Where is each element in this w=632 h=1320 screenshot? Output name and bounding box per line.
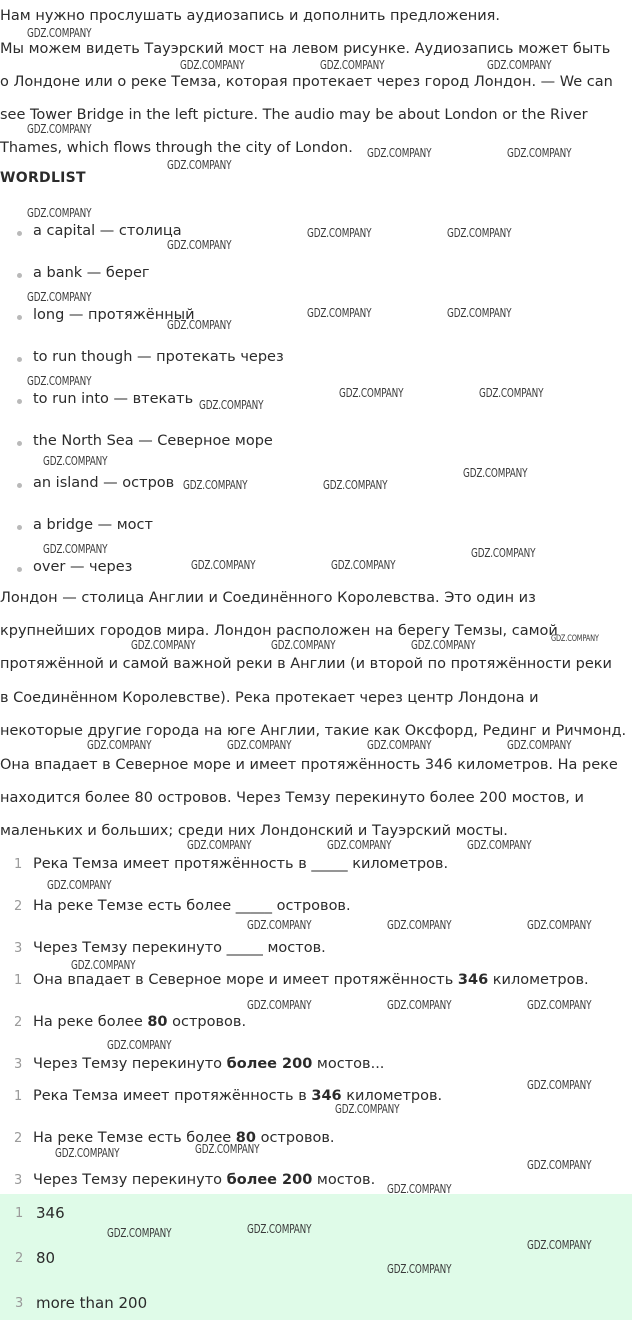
watermark: GDZ.COMPANY <box>247 998 312 1012</box>
watermark: GDZ.COMPANY <box>463 466 528 480</box>
watermark: GDZ.COMPANY <box>527 918 592 932</box>
wordlist-heading: WORDLIST <box>0 170 86 186</box>
watermark: GDZ.COMPANY <box>411 638 476 652</box>
bullet-icon <box>17 357 22 362</box>
watermark: GDZ.COMPANY <box>367 146 432 160</box>
watermark: GDZ.COMPANY <box>271 638 336 652</box>
watermark: GDZ.COMPANY <box>323 478 388 492</box>
watermark: GDZ.COMPANY <box>27 122 92 136</box>
watermark: GDZ.COMPANY <box>527 998 592 1012</box>
watermark: GDZ.COMPANY <box>27 374 92 388</box>
watermark: GDZ.COMPANY <box>447 226 512 240</box>
watermark: GDZ.COMPANY <box>387 918 452 932</box>
watermark: GDZ.COMPANY <box>467 838 532 852</box>
watermark: GDZ.COMPANY <box>195 1142 260 1156</box>
watermark: GDZ.COMPANY <box>180 58 245 72</box>
watermark: GDZ.COMPANY <box>551 634 599 644</box>
watermark: GDZ.COMPANY <box>320 58 385 72</box>
intro-line-1: Нам нужно прослушать аудиозапись и дополнить предложения. <box>0 8 501 24</box>
bullet-icon <box>17 441 22 446</box>
watermark: GDZ.COMPANY <box>527 1078 592 1092</box>
text-line-3: протяжённой и самой важной реки в Англии (и второй по протяжённости реки <box>0 656 612 672</box>
watermark: GDZ.COMPANY <box>387 1262 452 1276</box>
text-line-2: крупнейших городов мира. Лондон расположен на берегу Темзы, самой <box>0 623 558 639</box>
watermark: GDZ.COMPANY <box>247 918 312 932</box>
bullet-icon <box>17 567 22 572</box>
watermark: GDZ.COMPANY <box>335 1102 400 1116</box>
watermark: GDZ.COMPANY <box>187 838 252 852</box>
watermark: GDZ.COMPANY <box>507 738 572 752</box>
watermark: GDZ.COMPANY <box>167 158 232 172</box>
watermark: GDZ.COMPANY <box>367 738 432 752</box>
watermark: GDZ.COMPANY <box>527 1238 592 1252</box>
watermark: GDZ.COMPANY <box>479 386 544 400</box>
watermark: GDZ.COMPANY <box>167 238 232 252</box>
watermark: GDZ.COMPANY <box>191 558 256 572</box>
watermark: GDZ.COMPANY <box>387 1182 452 1196</box>
bullet-icon <box>17 483 22 488</box>
watermark: GDZ.COMPANY <box>487 58 552 72</box>
bullet-icon <box>17 525 22 530</box>
watermark: GDZ.COMPANY <box>227 738 292 752</box>
watermark: GDZ.COMPANY <box>471 546 536 560</box>
watermark: GDZ.COMPANY <box>131 638 196 652</box>
watermark: GDZ.COMPANY <box>447 306 512 320</box>
watermark: GDZ.COMPANY <box>247 1222 312 1236</box>
bullet-icon <box>17 273 22 278</box>
watermark: GDZ.COMPANY <box>43 454 108 468</box>
intro-line-4: see Tower Bridge in the left picture. The audio may be about London or the River <box>0 107 588 123</box>
bullet-icon <box>17 399 22 404</box>
watermark: GDZ.COMPANY <box>87 738 152 752</box>
watermark: GDZ.COMPANY <box>107 1038 172 1052</box>
watermark: GDZ.COMPANY <box>55 1146 120 1160</box>
watermark: GDZ.COMPANY <box>47 878 112 892</box>
watermark: GDZ.COMPANY <box>327 838 392 852</box>
intro-line-3: о Лондоне или о реке Темза, которая протекает через город Лондон. — We can <box>0 74 613 90</box>
intro-line-5: Thames, which flows through the city of London. <box>0 140 353 156</box>
watermark: GDZ.COMPANY <box>339 386 404 400</box>
bullet-icon <box>17 315 22 320</box>
text-line-8: маленьких и больших; среди них Лондонский и Тауэрский мосты. <box>0 823 508 839</box>
text-line-7: находится более 80 островов. Через Темзу перекинуто более 200 мостов, и <box>0 790 584 806</box>
watermark: GDZ.COMPANY <box>71 958 136 972</box>
text-line-6: Она впадает в Северное море и имеет протяжённость 346 километров. На реке <box>0 757 618 773</box>
watermark: GDZ.COMPANY <box>307 306 372 320</box>
watermark: GDZ.COMPANY <box>27 26 92 40</box>
bullet-icon <box>17 231 22 236</box>
watermark: GDZ.COMPANY <box>527 1158 592 1172</box>
intro-line-2: Мы можем видеть Тауэрский мост на левом рисунке. Аудиозапись может быть <box>0 41 611 57</box>
text-line-5: некоторые другие города на юге Англии, такие как Оксфорд, Рединг и Ричмонд. <box>0 723 627 739</box>
watermark: GDZ.COMPANY <box>387 998 452 1012</box>
watermark: GDZ.COMPANY <box>183 478 248 492</box>
watermark: GDZ.COMPANY <box>507 146 572 160</box>
watermark: GDZ.COMPANY <box>331 558 396 572</box>
text-line-1: Лондон — столица Англии и Соединённого Королевства. Это один из <box>0 590 536 606</box>
watermark: GDZ.COMPANY <box>27 290 92 304</box>
watermark: GDZ.COMPANY <box>307 226 372 240</box>
watermark: GDZ.COMPANY <box>199 398 264 412</box>
text-line-4: в Соединённом Королевстве). Река протекает через центр Лондона и <box>0 690 539 706</box>
watermark: GDZ.COMPANY <box>43 542 108 556</box>
watermark: GDZ.COMPANY <box>27 206 92 220</box>
watermark: GDZ.COMPANY <box>167 318 232 332</box>
watermark: GDZ.COMPANY <box>107 1226 172 1240</box>
